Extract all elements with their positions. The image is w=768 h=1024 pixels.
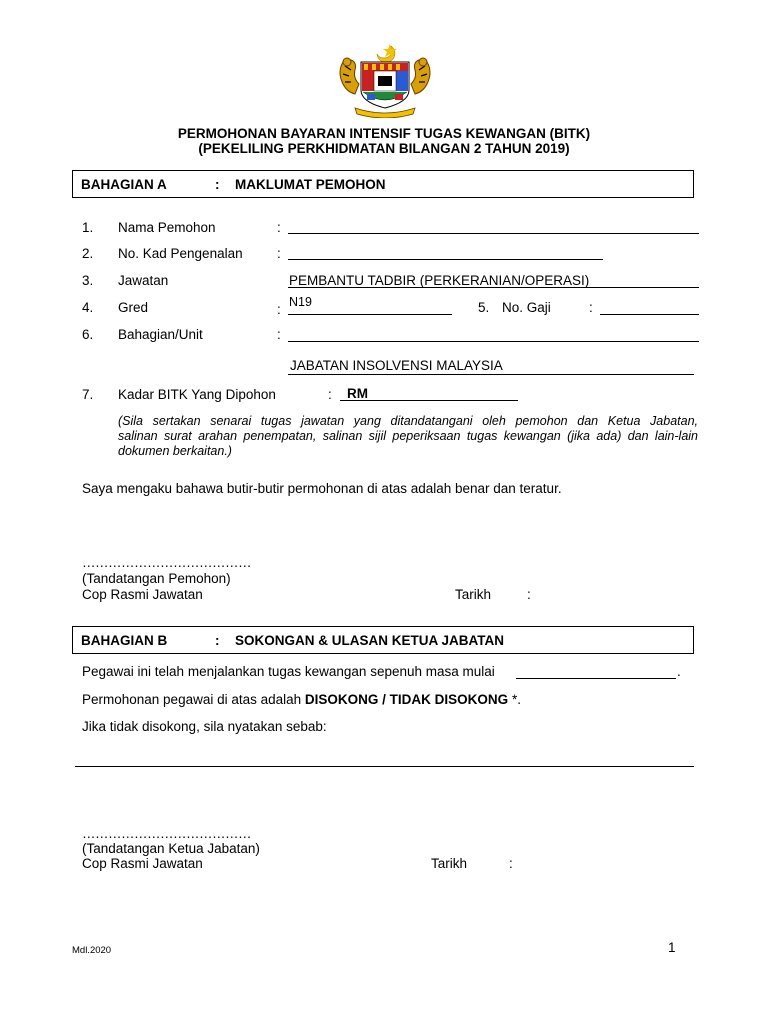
unit-label: Bahagian/Unit: [118, 327, 203, 342]
field-number: 3.: [82, 273, 94, 288]
rate-currency: RM: [347, 386, 368, 401]
duty-start-period: .: [677, 664, 681, 679]
support-prefix: Permohonan pegawai di atas adalah: [82, 692, 305, 707]
unit-field[interactable]: [288, 341, 699, 342]
field-number: 4.: [82, 300, 94, 315]
grade-label: Gred: [118, 300, 149, 315]
attachment-note-line: dokumen berkaitan.): [118, 444, 232, 458]
field-colon: :: [277, 302, 281, 317]
name-field[interactable]: [288, 233, 699, 234]
grade-field[interactable]: [288, 314, 452, 315]
duty-start-field[interactable]: [516, 678, 676, 679]
section-a-header: [72, 170, 694, 198]
date-colon: :: [527, 587, 531, 602]
section-b-heading: SOKONGAN & ULASAN KETUA JABATAN: [235, 633, 504, 648]
attachment-note-line: (Sila sertakan senarai tugas jawatan yang ditandatangani oleh pemohon dan Ketua Jabatan,: [118, 414, 698, 428]
field-colon: :: [277, 220, 281, 235]
form-code: Mdl.2020: [72, 945, 112, 956]
position-field[interactable]: [288, 287, 699, 288]
attachment-note-line: salinan surat arahan penempatan, salinan sijil peperiksaan tugas kewangan (jika ada) dan lain-lain: [118, 429, 698, 443]
signature-line[interactable]: …………………………………: [82, 555, 251, 570]
rate-label: Kadar BITK Yang Dipohon: [118, 387, 276, 402]
signature-label: (Tandatangan Pemohon): [82, 571, 231, 586]
reason-prompt: Jika tidak disokong, sila nyatakan sebab:: [82, 719, 327, 734]
form-subtitle: (PEKELILING PERKHIDMATAN BILANGAN 2 TAHUN 2019): [198, 141, 570, 156]
date-label: Tarikh: [455, 587, 492, 602]
head-stamp-label: Cop Rasmi Jawatan: [82, 856, 203, 871]
position-label: Jawatan: [118, 273, 169, 288]
grade-value: N19: [289, 295, 312, 309]
page-number: 1: [668, 940, 676, 955]
declaration-text: Saya mengaku bahawa butir-butir permohonan di atas adalah benar dan teratur.: [82, 481, 562, 496]
field-colon: :: [277, 246, 281, 261]
support-options[interactable]: DISOKONG / TIDAK DISOKONG: [304, 692, 509, 707]
department-field[interactable]: [288, 374, 694, 375]
department-value: JABATAN INSOLVENSI MALAYSIA: [290, 358, 503, 373]
section-a-label: BAHAGIAN A: [81, 177, 167, 192]
section-a-colon: :: [215, 177, 220, 192]
malaysia-coat-of-arms-icon: [333, 40, 437, 118]
head-signature-label: (Tandatangan Ketua Jabatan): [82, 841, 260, 856]
ic-label: No. Kad Pengenalan: [118, 246, 243, 261]
section-b-label: BAHAGIAN B: [81, 633, 168, 648]
form-title: PERMOHONAN BAYARAN INTENSIF TUGAS KEWANGAN (BITK): [177, 126, 591, 141]
support-suffix: *.: [508, 692, 521, 707]
salary-no-label: No. Gaji: [502, 300, 551, 315]
field-colon: :: [328, 387, 332, 402]
ic-field[interactable]: [288, 259, 603, 260]
field-number: 5.: [478, 300, 490, 315]
head-date-label: Tarikh: [431, 856, 468, 871]
section-b-header: [72, 626, 694, 654]
field-number: 7.: [82, 387, 94, 402]
duty-start-text: Pegawai ini telah menjalankan tugas kewangan sepenuh masa mulai: [82, 664, 495, 679]
field-colon: :: [277, 327, 281, 342]
head-date-colon: :: [509, 856, 513, 871]
salary-no-field[interactable]: [600, 314, 699, 315]
head-signature-line[interactable]: …………………………………: [82, 826, 251, 841]
name-label: Nama Pemohon: [118, 220, 216, 235]
field-number: 1.: [82, 220, 94, 235]
rate-field[interactable]: [340, 400, 518, 401]
stamp-label: Cop Rasmi Jawatan: [82, 587, 203, 602]
section-b-colon: :: [215, 633, 220, 648]
field-number: 2.: [82, 246, 94, 261]
reason-field[interactable]: [75, 766, 694, 767]
position-value: PEMBANTU TADBIR (PERKERANIAN/OPERASI): [289, 273, 590, 288]
support-statement: [82, 692, 521, 707]
field-colon: :: [589, 300, 593, 315]
field-number: 6.: [82, 327, 94, 342]
section-a-heading: MAKLUMAT PEMOHON: [235, 177, 386, 192]
